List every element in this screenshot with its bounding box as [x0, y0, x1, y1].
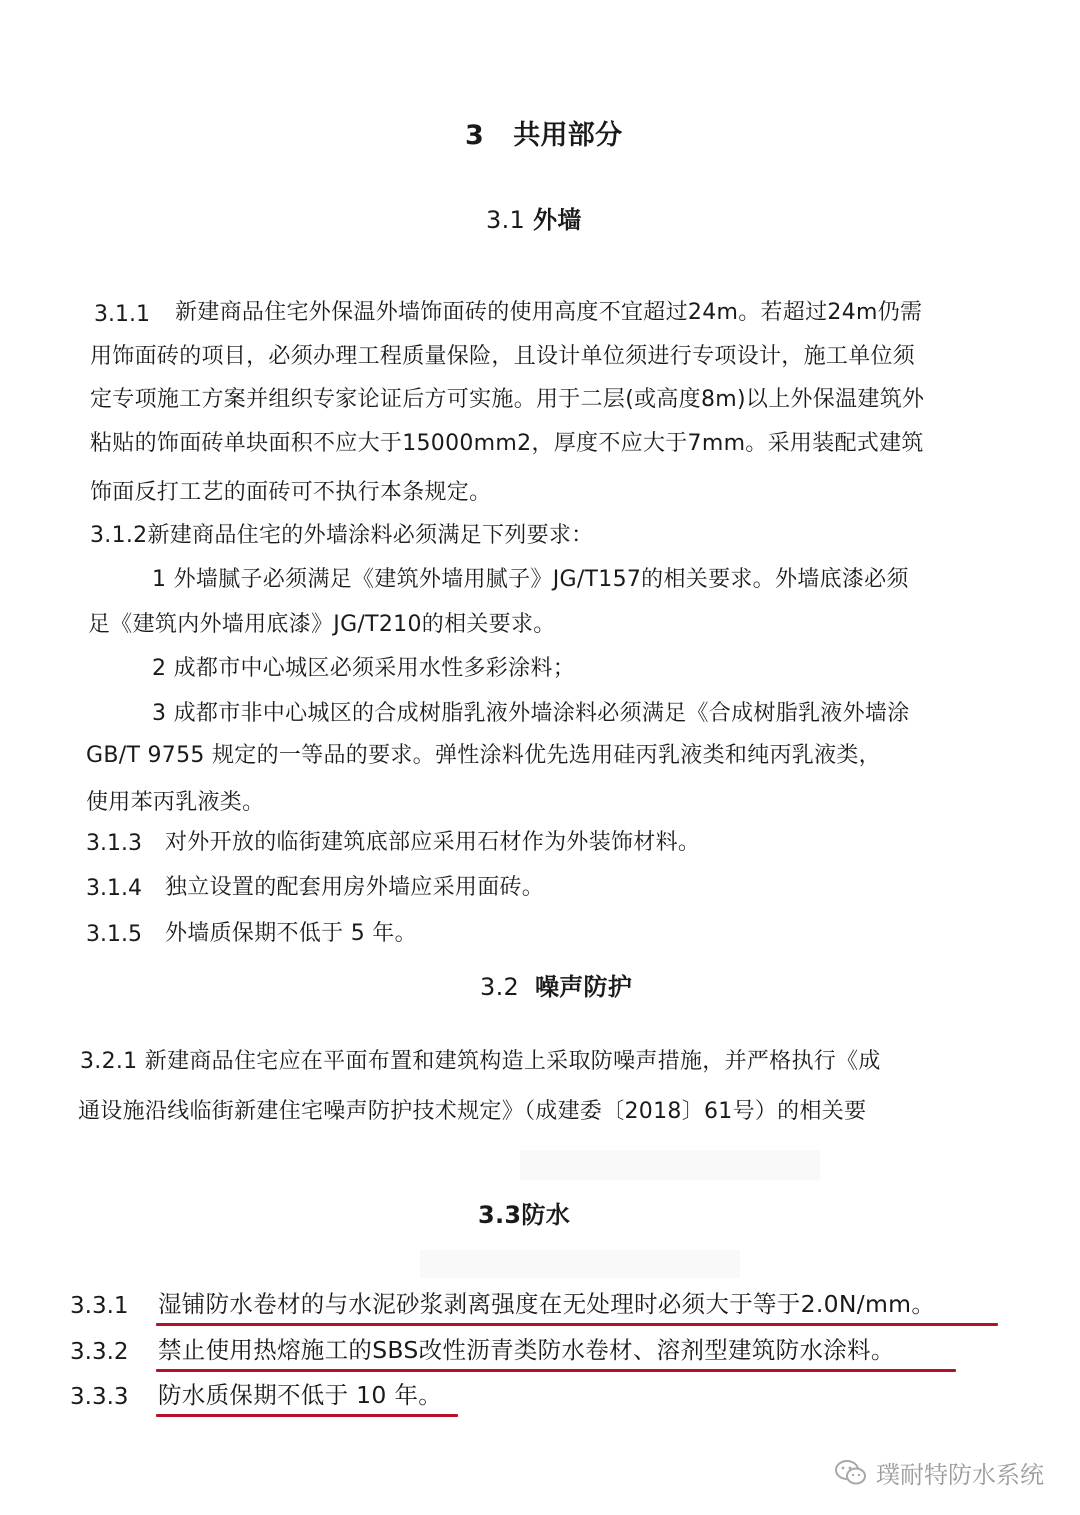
chapter-title: 共用部分	[513, 120, 623, 151]
chapter-number: 3	[465, 120, 485, 151]
clause-3-3-2-underline	[156, 1369, 956, 1372]
clause-3-3-1-number: 3.3.1	[70, 1293, 129, 1319]
section-title: 外墙	[533, 206, 582, 234]
clause-3-1-2-item-3-line: 3 成都市非中心城区的合成树脂乳液外墙涂料必须满足《合成树脂乳液外墙涂	[152, 701, 910, 726]
clause-3-1-1-line: 用饰面砖的项目，必须办理工程质量保险，且设计单位须进行专项设计，施工单位须	[90, 344, 916, 369]
section-3-2-heading	[480, 975, 632, 999]
watermark-text: 璞耐特防水系统	[876, 1461, 1044, 1489]
clause-3-3-2-number: 3.3.2	[70, 1339, 129, 1365]
watermark	[834, 1455, 1044, 1490]
clause-3-3-3-underline	[156, 1414, 458, 1417]
clause-3-3-1-underline	[156, 1323, 998, 1326]
scan-smudge	[520, 1150, 820, 1180]
clause-3-3-3-text: 防水质保期不低于 10 年。	[158, 1381, 443, 1409]
clause-3-1-1-line: 新建商品住宅外保温外墙饰面砖的使用高度不宜超过24m。若超过24m仍需	[175, 300, 923, 325]
section-number: 3.1	[486, 206, 526, 234]
clause-3-1-4-number: 3.1.4	[86, 876, 142, 901]
scan-smudge	[420, 1250, 740, 1278]
clause-3-1-2-item-3-line: GB/T 9755 规定的一等品的要求。弹性涂料优先选用硅丙乳液类和纯丙乳液类，	[86, 743, 881, 768]
clause-3-1-2-item-2: 2 成都市中心城区必须采用水性多彩涂料；	[152, 656, 575, 681]
clause-3-3-1-text: 湿铺防水卷材的与水泥砂浆剥离强度在无处理时必须大于等于2.0N/mm。	[158, 1290, 936, 1318]
clause-3-1-1-number: 3.1.1	[94, 302, 150, 327]
clause-3-1-5-number: 3.1.5	[86, 922, 142, 947]
clause-3-1-2-heading: 3.1.2新建商品住宅的外墙涂料必须满足下列要求：	[90, 523, 594, 548]
clause-3-1-2-item-1-line: 1 外墙腻子必须满足《建筑外墙用腻子》JG/T157的相关要求。外墙底漆必须	[152, 567, 909, 592]
clause-3-1-1-line: 饰面反打工艺的面砖可不执行本条规定。	[90, 480, 492, 505]
section-title: 噪声防护	[534, 973, 633, 1001]
clause-3-1-3-number: 3.1.3	[86, 831, 142, 856]
clause-3-3-2-text: 禁止使用热熔施工的SBS改性沥青类防水卷材、溶剂型建筑防水涂料。	[158, 1336, 895, 1364]
clause-3-1-4-text: 独立设置的配套用房外墙应采用面砖。	[165, 875, 545, 900]
section-3-3-heading: 3.3防水	[478, 1201, 571, 1229]
section-3-1-heading	[486, 208, 582, 232]
clause-3-2-1-line: 通设施沿线临街新建住宅噪声防护技术规定》（成建委〔2018〕61号）的相关要	[78, 1099, 867, 1124]
section-number: 3.2	[480, 973, 520, 1001]
clause-3-1-2-item-3-line: 使用苯丙乳液类。	[86, 790, 265, 815]
clause-3-1-5-text: 外墙质保期不低于 5 年。	[165, 921, 417, 946]
wechat-icon	[834, 1458, 868, 1488]
clause-3-1-3-text: 对外开放的临街建筑底部应采用石材作为外装饰材料。	[165, 830, 701, 855]
clause-3-1-2-item-1-line: 足《建筑内外墙用底漆》JG/T210的相关要求。	[88, 612, 556, 637]
clause-3-3-3-number: 3.3.3	[70, 1384, 129, 1410]
clause-3-1-1-line: 定专项施工方案并组织专家论证后方可实施。用于二层(或高度8m)以上外保温建筑外	[90, 387, 925, 412]
clause-3-1-1-line: 粘贴的饰面砖单块面积不应大于15000mm2，厚度不应大于7mm。采用装配式建筑	[90, 431, 924, 456]
chapter-heading	[465, 122, 622, 149]
clause-3-2-1-line: 3.2.1 新建商品住宅应在平面布置和建筑构造上采取防噪声措施，并严格执行《成	[80, 1049, 881, 1074]
